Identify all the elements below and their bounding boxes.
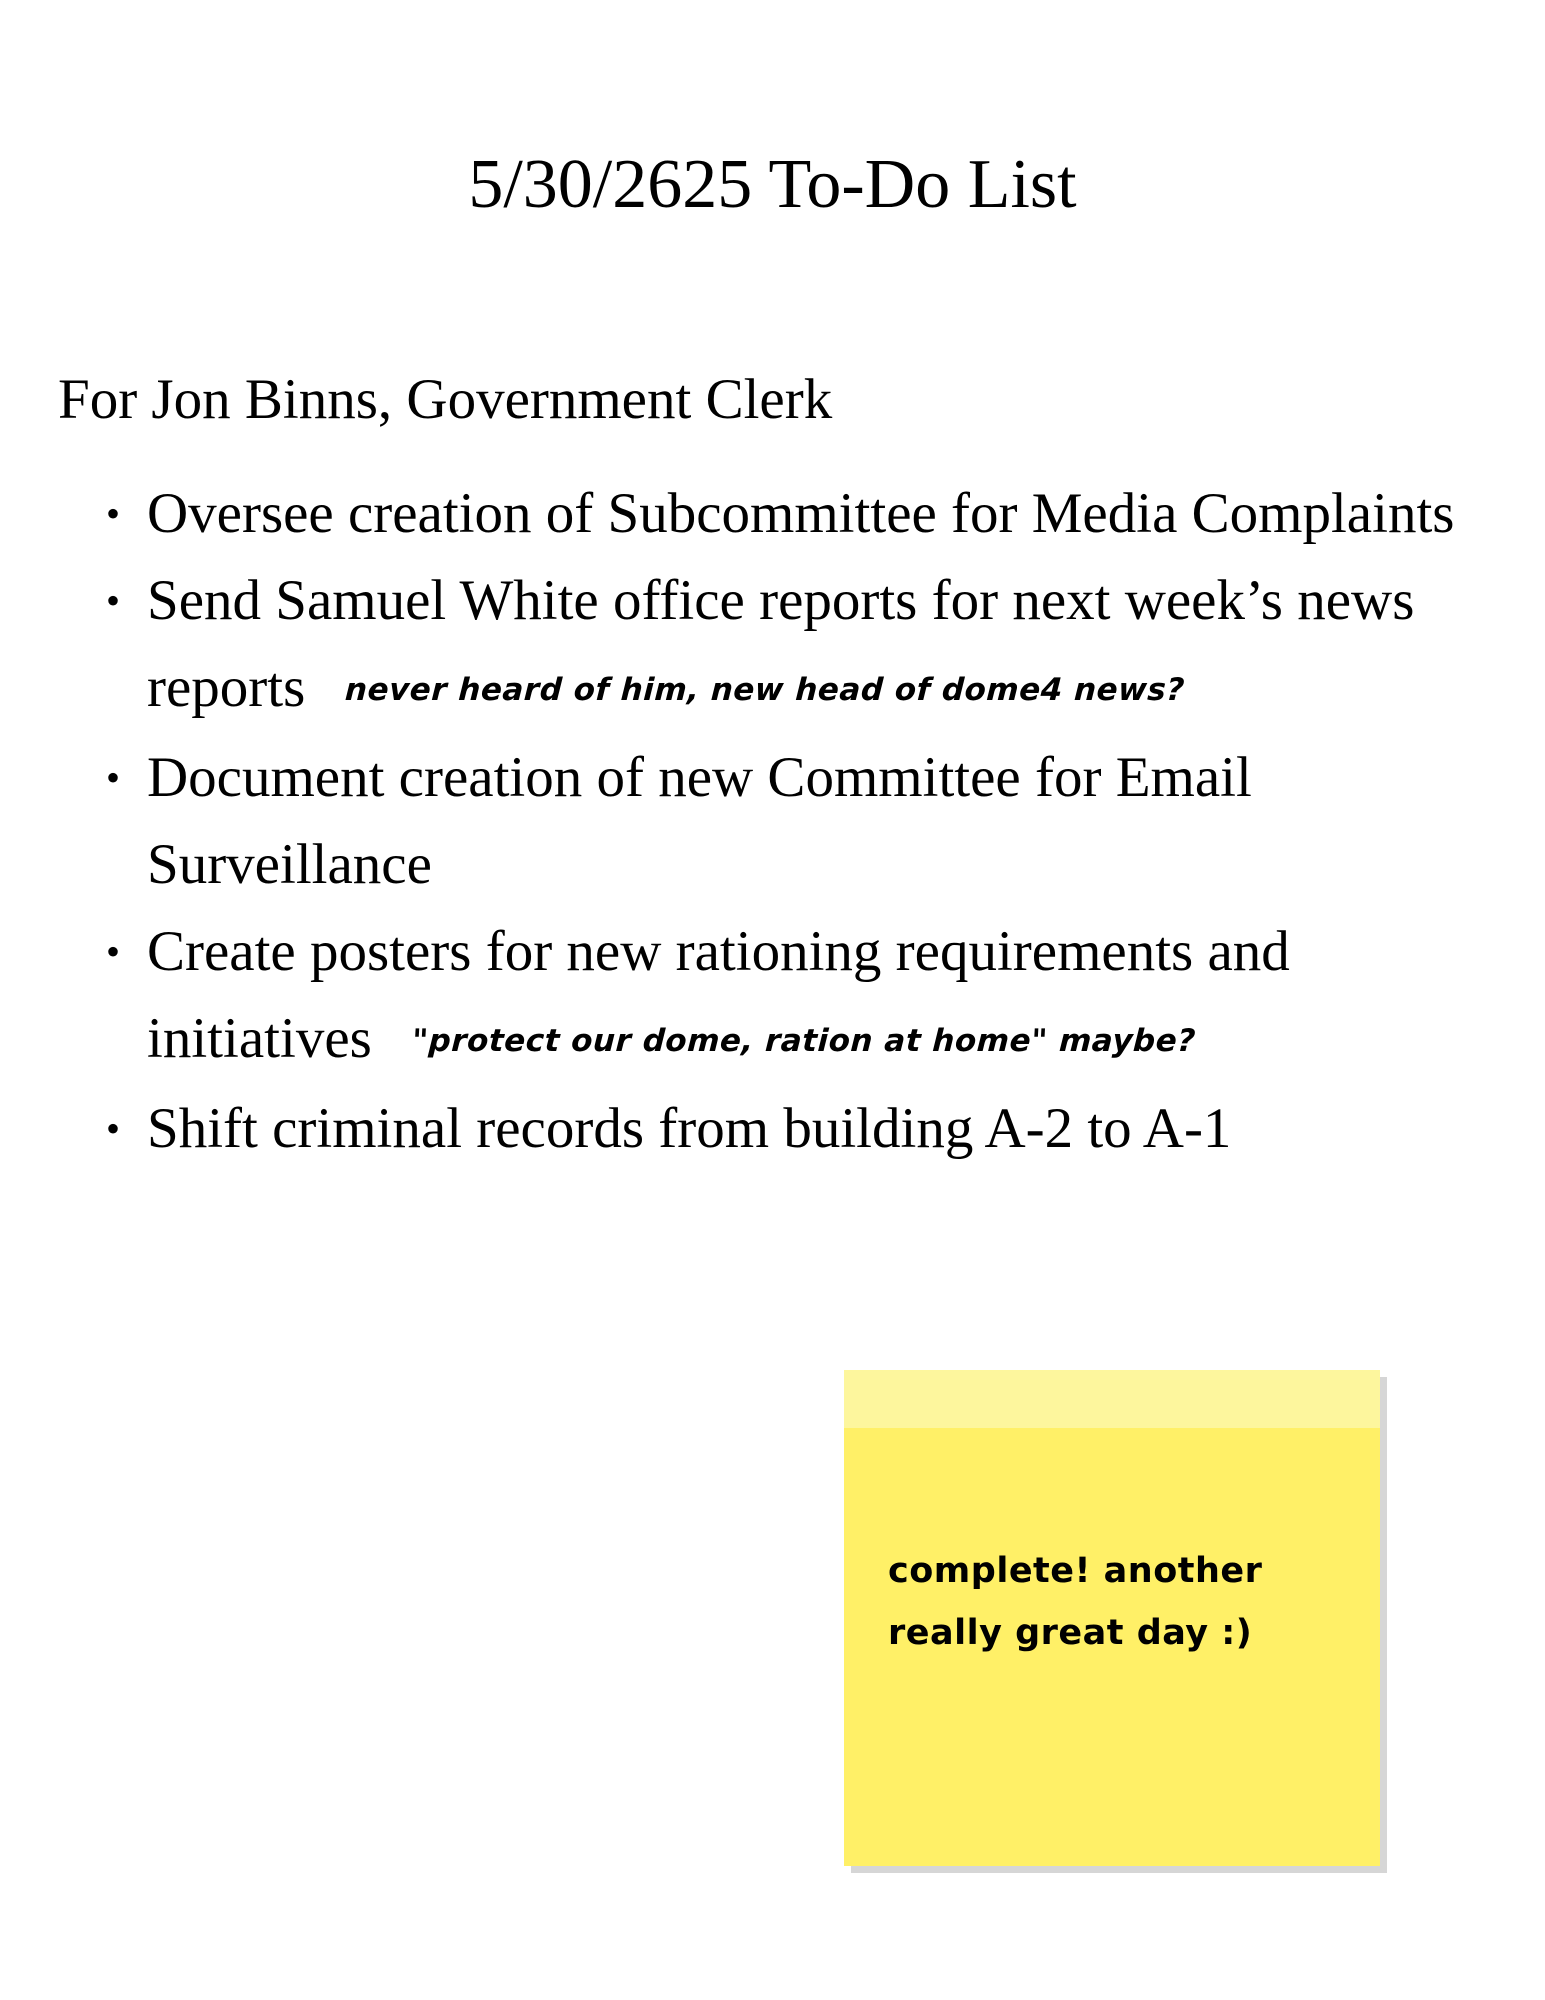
todo-item xyxy=(0,1085,1545,1172)
sticky-note-text xyxy=(888,1540,1262,1664)
todo-item-text: Oversee creation of Subcommittee for Media Complaints xyxy=(147,482,1455,545)
todo-item-text: Create posters for new rationing requirements and initiatives xyxy=(147,920,1290,1070)
handwritten-annotation: never heard of him, new head of dome4 news? xyxy=(344,672,1187,708)
todo-item xyxy=(0,908,1545,1085)
todo-item xyxy=(0,557,1545,734)
sticky-note-line: really great day :) xyxy=(888,1613,1253,1653)
todo-item xyxy=(0,470,1545,557)
todo-item-text: Shift criminal records from building A-2 to A-1 xyxy=(147,1097,1232,1160)
assignee-line: For Jon Binns, Government Clerk xyxy=(58,368,833,431)
bullet-icon: • xyxy=(106,491,121,536)
bullet-icon: • xyxy=(106,929,121,974)
todo-item-text: Send Samuel White office reports for next week’s news reports xyxy=(147,569,1415,719)
page-title: 5/30/2625 To-Do List xyxy=(468,146,1077,223)
sticky-note-line: complete! another xyxy=(888,1551,1263,1591)
bullet-icon: • xyxy=(106,1106,121,1151)
todo-item-text: Document creation of new Committee for Email Surveillance xyxy=(147,746,1252,896)
handwritten-annotation: "protect our dome, ration at home" maybe? xyxy=(410,1023,1197,1059)
todo-item xyxy=(0,734,1545,908)
bullet-icon: • xyxy=(106,755,121,800)
sticky-note-top-strip xyxy=(844,1370,1380,1428)
todo-list xyxy=(0,470,1545,1172)
sticky-note xyxy=(844,1370,1380,1866)
bullet-icon: • xyxy=(106,578,121,623)
